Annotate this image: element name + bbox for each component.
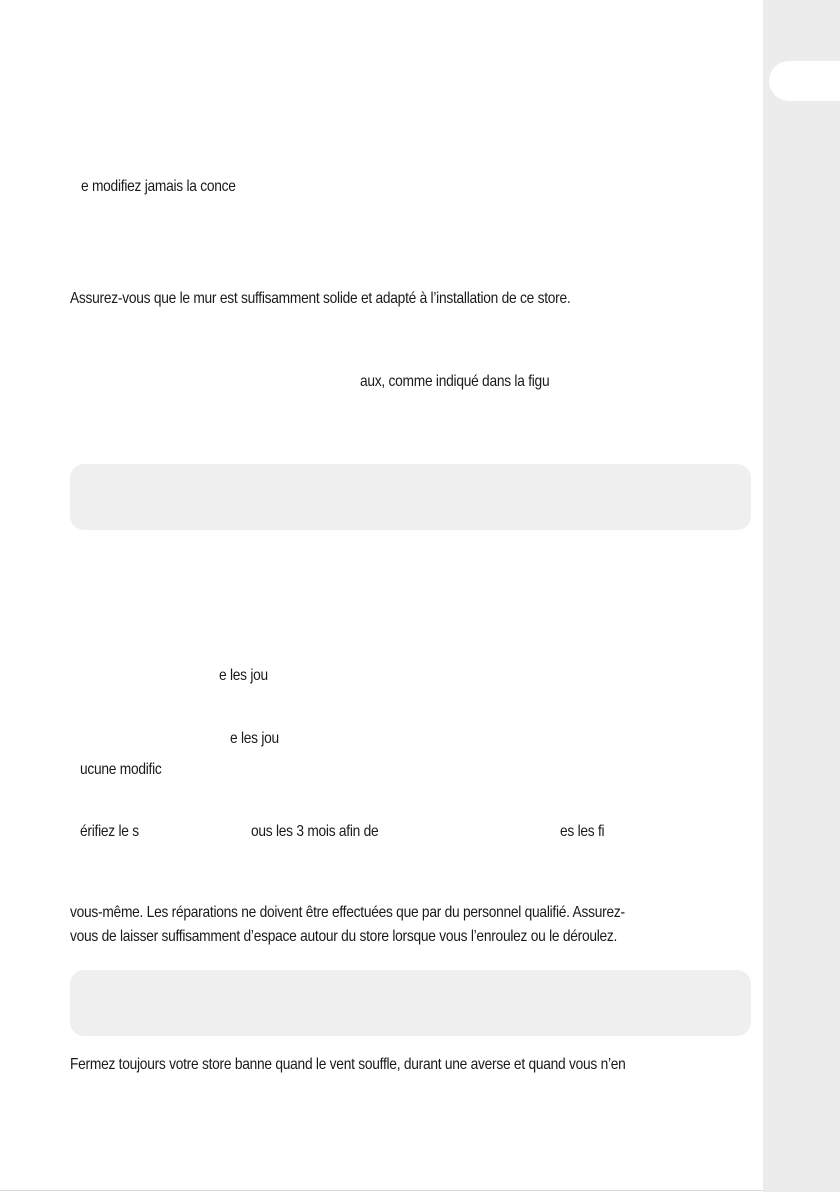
text-line-3: aux, comme indiqué dans la figu bbox=[360, 373, 550, 390]
text-line-5: e les jou bbox=[230, 730, 279, 747]
language-tab bbox=[769, 61, 840, 101]
section-band-2 bbox=[70, 970, 751, 1036]
text-line-4: e les jou bbox=[219, 667, 268, 684]
text-line-7b: ous les 3 mois afin de bbox=[251, 823, 379, 840]
text-line-7a: érifiez le s bbox=[80, 823, 139, 840]
text-line-1: e modifiez jamais la conce bbox=[81, 178, 236, 195]
section-band-1 bbox=[70, 464, 751, 530]
text-line-7c: es les fi bbox=[560, 823, 605, 840]
text-line-8: vous-même. Les réparations ne doivent être effectuées que par du personnel qualifié. Assurez- bbox=[70, 904, 625, 921]
text-line-9: vous de laisser suffisamment d’espace autour du store lorsque vous l’enroulez ou le déroulez. bbox=[70, 928, 618, 945]
text-line-6: ucune modific bbox=[80, 761, 162, 778]
text-line-10: Fermez toujours votre store banne quand le vent souffle, durant une averse et quand vous n’en bbox=[70, 1056, 626, 1073]
bottom-rule bbox=[0, 1190, 763, 1191]
side-margin-bar bbox=[763, 0, 840, 1192]
text-line-2: Assurez-vous que le mur est suffisamment solide et adapté à l’installation de ce store. bbox=[70, 290, 571, 307]
